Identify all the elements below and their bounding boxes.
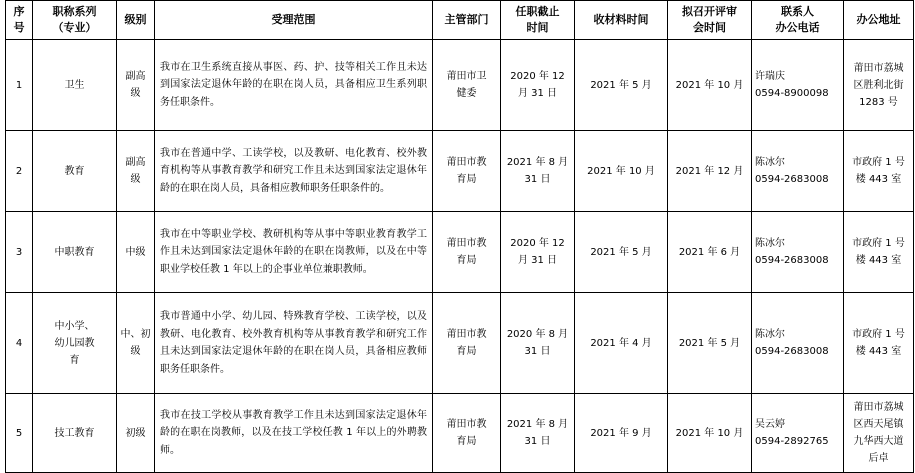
cell-collect: 2021 年 5 月 xyxy=(575,212,668,293)
cell-review: 2021 年 12 月 xyxy=(668,131,752,212)
header-index: 序 号 xyxy=(6,1,33,40)
cell-review: 2021 年 10 月 xyxy=(668,394,752,473)
cell-address: 市政府 1 号 楼 443 室 xyxy=(844,293,914,394)
cell-dept: 莆田市教 育局 xyxy=(433,212,501,293)
cell-address: 市政府 1 号 楼 443 室 xyxy=(844,131,914,212)
cell-index: 3 xyxy=(6,212,33,293)
table-row xyxy=(6,394,914,473)
cell-address: 莆田市荔城 区西天尾镇 九华西大道 后卓 xyxy=(844,394,914,473)
cell-collect: 2021 年 4 月 xyxy=(575,293,668,394)
header-collect: 收材料时间 xyxy=(575,1,668,40)
cell-deadline: 2020 年 12 月 31 日 xyxy=(501,40,575,131)
cell-collect: 2021 年 10 月 xyxy=(575,131,668,212)
cell-index: 2 xyxy=(6,131,33,212)
cell-review: 2021 年 5 月 xyxy=(668,293,752,394)
cell-collect: 2021 年 5 月 xyxy=(575,40,668,131)
table-row xyxy=(6,212,914,293)
header-dept: 主管部门 xyxy=(433,1,501,40)
cell-deadline: 2020 年 12 月 31 日 xyxy=(501,212,575,293)
cell-dept: 莆田市教 育局 xyxy=(433,131,501,212)
title-review-schedule-table xyxy=(5,0,914,473)
table-row xyxy=(6,131,914,212)
cell-dept: 莆田市教 育局 xyxy=(433,293,501,394)
cell-review: 2021 年 10 月 xyxy=(668,40,752,131)
cell-level: 副高 级 xyxy=(117,131,155,212)
cell-level: 中级 xyxy=(117,212,155,293)
header-series: 职称系列 （专业） xyxy=(33,1,117,40)
cell-contact: 陈冰尔 0594-2683008 xyxy=(752,212,844,293)
cell-contact: 吴云婷 0594-2892765 xyxy=(752,394,844,473)
header-address: 办公地址 xyxy=(844,1,914,40)
cell-dept: 莆田市教 育局 xyxy=(433,394,501,473)
header-scope: 受理范围 xyxy=(155,1,433,40)
cell-index: 1 xyxy=(6,40,33,131)
cell-contact: 陈冰尔 0594-2683008 xyxy=(752,293,844,394)
cell-contact: 许瑞庆 0594-8900098 xyxy=(752,40,844,131)
cell-scope: 我市在普通中学、工读学校，以及教研、电化教育、校外教育机构等从事教育教学和研究工作且未达到国家法定退休年龄的在职在岗人员，具备相应教师职务任职条件的。 xyxy=(155,131,433,212)
cell-scope: 我市在中等职业学校、教研机构等从事中等职业教育教学工作且未达到国家法定退休年龄的在职在岗教师，以及在中等职业学校任教 1 年以上的企事业单位兼职教师。 xyxy=(155,212,433,293)
cell-level: 中、初 级 xyxy=(117,293,155,394)
cell-deadline: 2021 年 8 月 31 日 xyxy=(501,131,575,212)
cell-index: 5 xyxy=(6,394,33,473)
cell-level: 副高 级 xyxy=(117,40,155,131)
cell-series: 中小学、 幼儿园教 育 xyxy=(33,293,117,394)
header-deadline: 任职截止 时间 xyxy=(501,1,575,40)
cell-deadline: 2021 年 8 月 31 日 xyxy=(501,394,575,473)
cell-review: 2021 年 6 月 xyxy=(668,212,752,293)
header-level: 级别 xyxy=(117,1,155,40)
cell-index: 4 xyxy=(6,293,33,394)
header-contact: 联系人 办公电话 xyxy=(752,1,844,40)
cell-series: 技工教育 xyxy=(33,394,117,473)
cell-series: 中职教育 xyxy=(33,212,117,293)
cell-address: 市政府 1 号 楼 443 室 xyxy=(844,212,914,293)
header-review: 拟召开评审 会时间 xyxy=(668,1,752,40)
recruitment-table-container xyxy=(5,0,913,473)
cell-scope: 我市普通中小学、幼儿园、特殊教育学校、工读学校，以及教研、电化教育、校外教育机构等从事教育教学和研究工作且未达到国家法定退休年龄的在职在岗人员，具备相应教师职务任职条件。 xyxy=(155,293,433,394)
cell-series: 卫生 xyxy=(33,40,117,131)
cell-level: 初级 xyxy=(117,394,155,473)
cell-address: 莆田市荔城 区胜利北街 1283 号 xyxy=(844,40,914,131)
cell-series: 教育 xyxy=(33,131,117,212)
cell-contact: 陈冰尔 0594-2683008 xyxy=(752,131,844,212)
table-row xyxy=(6,293,914,394)
cell-scope: 我市在技工学校从事教育教学工作且未达到国家法定退休年龄的在职在岗教师，以及在技工学校任教 1 年以上的外聘教师。 xyxy=(155,394,433,473)
header-row xyxy=(6,1,914,40)
cell-collect: 2021 年 9 月 xyxy=(575,394,668,473)
cell-scope: 我市在卫生系统直接从事医、药、护、技等相关工作且未达到国家法定退休年龄的在职在岗人员，具备相应卫生系列职务任职条件。 xyxy=(155,40,433,131)
table-row xyxy=(6,40,914,131)
cell-deadline: 2020 年 8 月 31 日 xyxy=(501,293,575,394)
cell-dept: 莆田市卫 健委 xyxy=(433,40,501,131)
